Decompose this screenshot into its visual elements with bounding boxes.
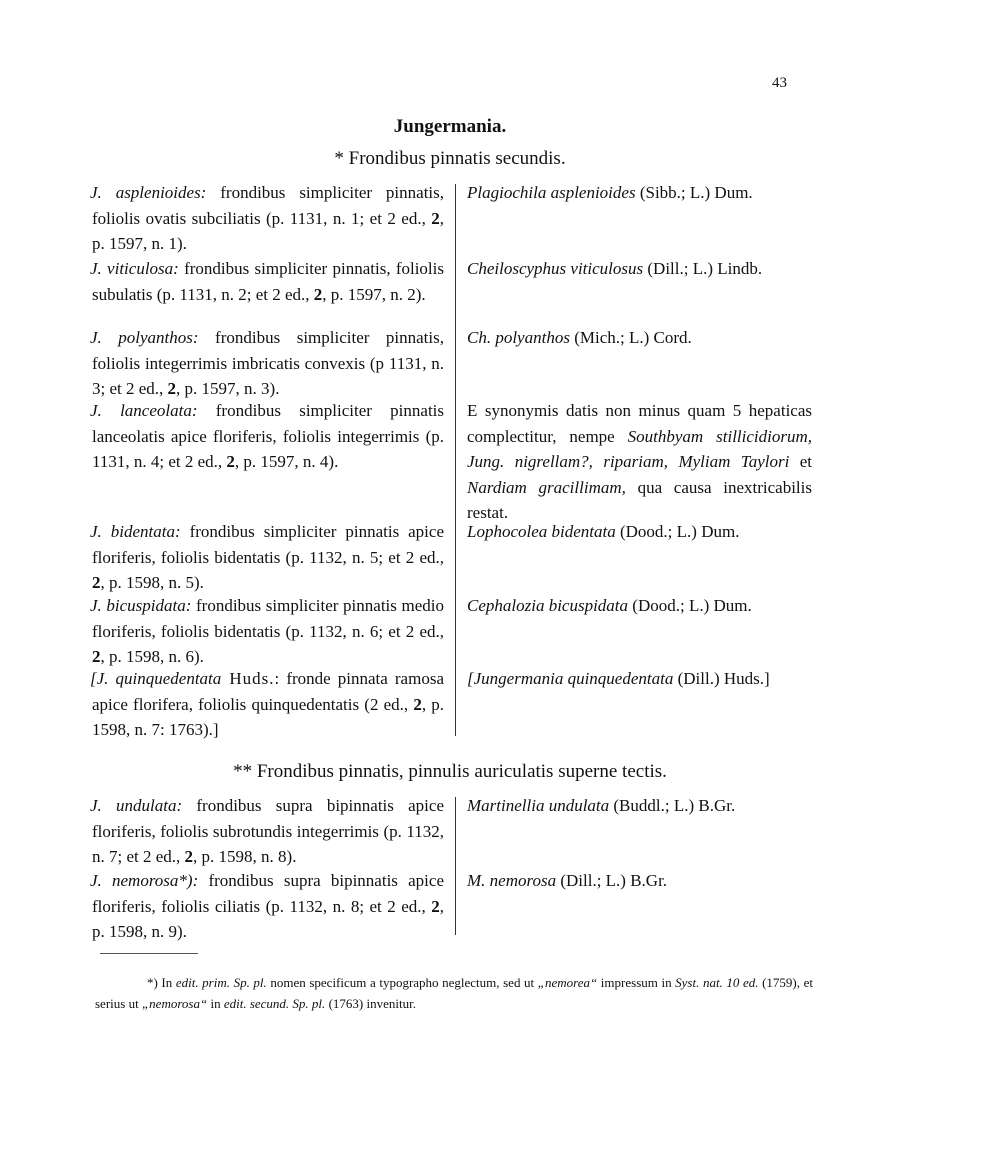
species-name: J. undulata: — [90, 796, 183, 815]
entry-description: J. bicuspidata: frondibus simpliciter pinnatis medio floriferis, foliolis bidentatis (p. 1132, n. 6; et 2 ed., 2, p. 1598, n. 6). — [90, 596, 444, 666]
species-name: J. viticulosa: — [90, 259, 179, 278]
species-name: J. lanceolata: — [90, 401, 198, 420]
genus-heading: Jungermania. — [393, 116, 507, 137]
entry-description: J. bidentata: frondibus simpliciter pinnatis apice floriferis, foliolis bidentatis (p. 1132, n. 5; et 2 ed., 2, p. 1598, n. 5). — [90, 522, 444, 592]
entry-description: J. undulata: frondibus supra bipinnatis apice floriferis, foliolis subrotundis integerrimis (p. 1132, n. 7; et 2 ed., 2, p. 1598, n. 8). — [90, 796, 444, 866]
footnote-separator — [100, 953, 198, 954]
synonym: Cephalozia bicuspidata (Dood.; L.) Dum. — [467, 596, 752, 615]
entry-description: J. lanceolata: frondibus simpliciter pinnatis lanceolatis apice floriferis, foliolis integerrimis (p. 1131, n. 4; et 2 ed., 2, p. 1597, n. 4). — [90, 401, 445, 471]
synonym: Plagiochila asplenioides (Sibb.; L.) Dum. — [467, 183, 753, 202]
synonym-note: E synonymis datis non minus quam 5 hepaticas complectitur, nempe Southbyam stillicidiorum, Jung. nigrellam?, ripariam, Myliam Taylori et Nardiam gracillimam, qua causa inextricabilis restat. — [467, 401, 812, 522]
section-heading-2: ** Frondibus pinnatis, pinnulis auriculatis superne tectis. — [233, 761, 667, 782]
synonym: Ch. polyanthos (Mich.; L.) Cord. — [467, 328, 692, 347]
synonym: [Jungermania quinquedentata (Dill.) Huds.] — [467, 669, 770, 688]
synonym: M. nemorosa (Dill.; L.) B.Gr. — [467, 871, 668, 890]
species-name: J. asplenioides: — [90, 183, 207, 202]
species-name: J. polyanthos: — [90, 328, 199, 347]
synonym: Cheiloscyphus viticulosus (Dill.; L.) Lindb. — [467, 259, 763, 278]
section-heading-1: * Frondibus pinnatis secundis. — [334, 148, 566, 169]
synonym: Martinellia undulata (Buddl.; L.) B.Gr. — [467, 796, 736, 815]
entry-description: J. polyanthos: frondibus simpliciter pinnatis, foliolis integerrimis imbricatis convexis (p 1131, n. 3; et 2 ed., 2, p. 1597, n. 3). — [90, 328, 444, 398]
entry-description: J. viticulosa: frondibus simpliciter pinnatis, foliolis subulatis (p. 1131, n. 2; et 2 ed., 2, p. 1597, n. 2). — [90, 259, 444, 304]
entry-description: J. nemorosa*): frondibus supra bipinnatis apice floriferis, foliolis ciliatis (p. 1132, n. 8; et 2 ed., 2, p. 1598, n. 9). — [90, 871, 444, 941]
species-name: [J. quinquedentata — [90, 669, 222, 688]
synonym: Lophocolea bidentata (Dood.; L.) Dum. — [467, 522, 740, 541]
entry-description: [J. quinquedentata Huds.: fronde pinnata ramosa apice florifera, foliolis quinquedentatis (2 ed., 2, p. 1598, n. 7: 1763).] — [90, 669, 445, 739]
species-name: J. nemorosa*): — [90, 871, 199, 890]
column-divider — [455, 184, 456, 736]
entry-description: J. asplenioides: frondibus simpliciter pinnatis, foliolis ovatis subciliatis (p. 1131, n. 1; et 2 ed., 2, p. 1597, n. 1). — [90, 183, 445, 253]
species-name: J. bicuspidata: — [90, 596, 192, 615]
page-number: 43 — [772, 75, 787, 91]
footnote: *) In edit. prim. Sp. pl. nomen specificum a typographo neglectum, sed ut „nemorea“ impressum in Syst. nat. 10 ed. (1759), et serius ut „nemorosa“ in edit. secund. Sp. pl. (1763) invenitur. — [95, 975, 813, 1011]
column-divider — [455, 797, 456, 935]
species-name: J. bidentata: — [90, 522, 181, 541]
